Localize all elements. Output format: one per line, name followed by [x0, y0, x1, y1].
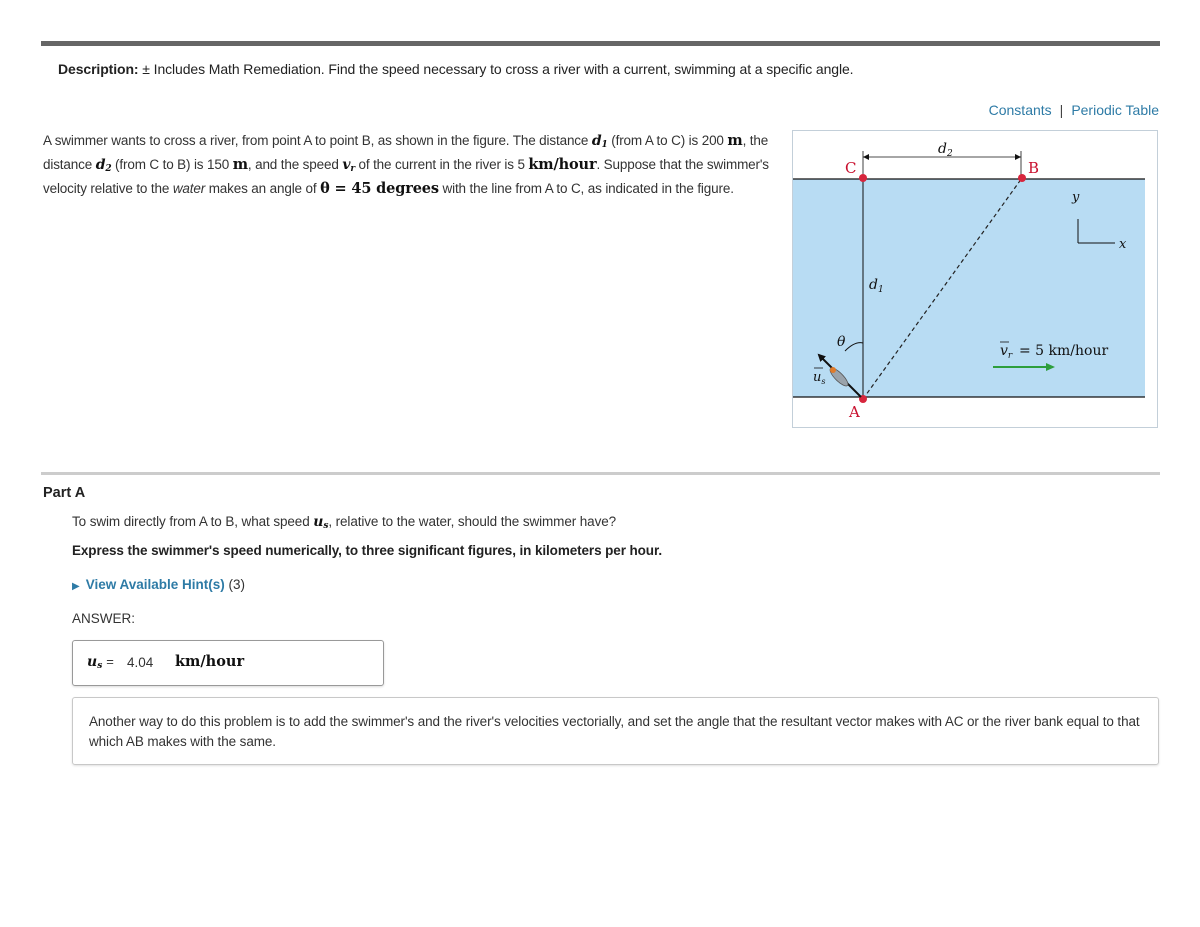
vr-symbol-label: $v_r$: [1000, 343, 1013, 361]
view-hints-link[interactable]: View Available Hint(s): [85, 577, 225, 592]
river-diagram: [793, 131, 1159, 429]
d2-label: $d_2$: [938, 141, 953, 159]
answer-value[interactable]: 4.04: [127, 655, 154, 670]
label-a: A: [849, 403, 860, 421]
answer-instruction: Express the swimmer's speed numerically, to three significant figures, in kilometers per hour.: [72, 543, 662, 558]
constants-link[interactable]: Constants: [988, 102, 1052, 118]
river-figure: [792, 130, 1158, 428]
y-axis-label: y: [1072, 190, 1080, 205]
top-divider: [41, 41, 1160, 46]
d2-arrow-left: [863, 154, 869, 160]
problem-text: (from C to B) is 150: [111, 157, 233, 172]
problem-description: [58, 61, 853, 77]
d1-symbol: $d_1$: [591, 133, 608, 150]
question-text: , relative to the water, should the swimmer have?: [328, 514, 617, 529]
vr-symbol: $v_r$: [342, 157, 355, 174]
hints-count: (3): [228, 577, 246, 592]
label-b: B: [1028, 159, 1040, 177]
problem-text: with the line from A to C, as indicated in the figure.: [438, 181, 734, 196]
expand-triangle-icon[interactable]: ▶: [72, 581, 80, 592]
label-c: C: [845, 159, 857, 177]
description-label: Description:: [58, 61, 139, 77]
x-axis-label: x: [1119, 237, 1127, 252]
problem-text: A swimmer wants to cross a river, from point A to point B, as shown in the figure. The distance: [43, 133, 592, 148]
feedback-box: Another way to do this problem is to add the swimmer's and the river's velocities vectorially, and set the angle that the resultant vector makes with AC or the river bank equal to that which AB makes with the same.: [72, 697, 1159, 765]
problem-text: , and the speed: [247, 157, 343, 172]
question-text: To swim directly from A to B, what speed: [72, 514, 314, 529]
problem-text: . Suppose that the swimmer's velocity relative to the: [43, 157, 769, 196]
problem-text: , the distance: [43, 133, 769, 172]
unit-meters: m: [232, 156, 248, 173]
section-divider: [41, 472, 1160, 475]
point-b: [1018, 174, 1026, 182]
answer-box[interactable]: [72, 640, 384, 686]
hints-row: [72, 577, 245, 592]
point-c: [859, 174, 867, 182]
periodic-table-link[interactable]: Periodic Table: [1071, 102, 1159, 118]
answer-variable: $u_s$ =: [87, 654, 114, 671]
resource-links: [989, 102, 1159, 118]
answer-label: ANSWER:: [72, 611, 136, 626]
description-text: ± Includes Math Remediation. Find the speed necessary to cross a river with a current, swimming at a specific angle.: [142, 61, 854, 77]
unit-meters: m: [727, 132, 743, 149]
vr-value-label: = 5 km/hour: [1019, 343, 1109, 359]
theta-expression: θ = 45 degrees: [320, 180, 439, 197]
unit-kmh: km/hour: [528, 156, 597, 173]
answer-unit: km/hour: [175, 653, 245, 670]
d1-label: $d_1$: [869, 277, 884, 295]
problem-statement: [43, 131, 773, 199]
d2-arrow-right: [1015, 154, 1021, 160]
river-water: [793, 179, 1145, 397]
d2-symbol: $d_2$: [95, 157, 112, 174]
us-label: $u_s$: [813, 370, 826, 386]
link-separator: |: [1059, 102, 1064, 118]
part-a-question: [72, 514, 616, 531]
problem-text: makes an angle of: [205, 181, 321, 196]
us-symbol: $u_s$: [313, 514, 329, 531]
problem-text: (from A to C) is 200: [607, 133, 728, 148]
water-emphasis: water: [172, 181, 206, 196]
problem-text: of the current in the river is 5: [354, 157, 529, 172]
theta-label: θ: [837, 334, 846, 350]
swimmer-head-icon: [830, 367, 836, 373]
part-a-title: Part A: [43, 485, 86, 501]
